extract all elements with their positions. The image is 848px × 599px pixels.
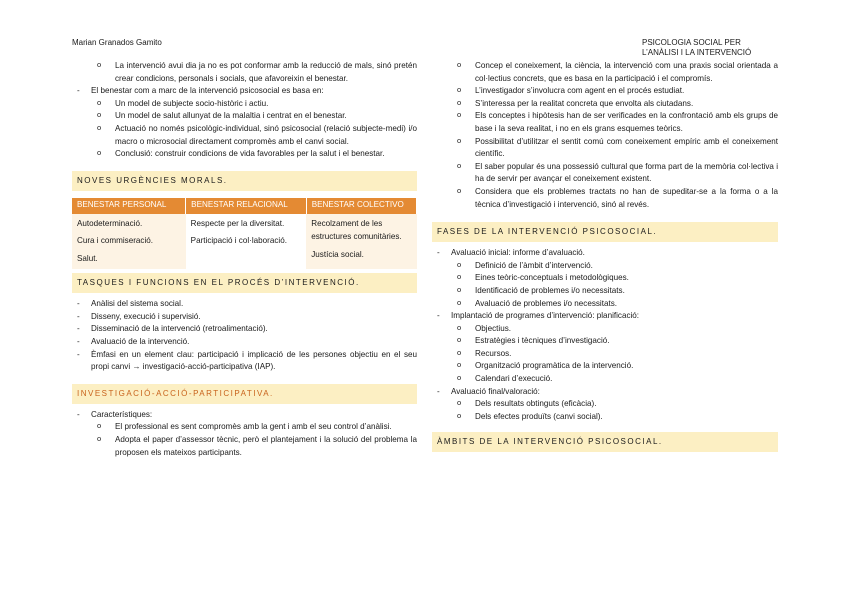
list-item: o Concep el coneixement, la ciència, la intervenció com una praxis social orientada a col·lectius concrets, que es basa en la participació i el compromís. [432, 60, 778, 85]
list-item: o Definició de l’àmbit d’intervenció. [432, 260, 778, 273]
list-item: o Un model de salut allunyat de la malaltia i centrat en el benestar. [72, 110, 417, 123]
list-item: o El professional es sent compromès amb la gent i amb el seu control d’anàlisi. [72, 421, 417, 434]
table-header: BENESTAR COLECTIVO [306, 198, 416, 214]
section-heading-fases: FASES DE LA INTERVENCIÓ PSICOSOCIAL. [432, 222, 778, 242]
list-item: o La intervenció avui dia ja no es pot conformar amb la reducció de mals, sinó pretén crear condicions, personals i socials, que afavoreixin el benestar. [72, 60, 417, 85]
list-item: - El benestar com a marc de la intervenció psicosocial es basa en: [72, 85, 417, 98]
cell-text: Respecte per la diversitat. [190, 218, 285, 228]
list-item: - Avaluació de la intervenció. [72, 336, 417, 349]
list-item: - Avaluació final/valoració: [432, 386, 778, 399]
list-item: o Dels resultats obtinguts (eficàcia). [432, 398, 778, 411]
cell-text: Cura i commiseració. [77, 236, 154, 246]
table-header: BENESTAR RELACIONAL [186, 198, 307, 214]
list-item: o Estratègies i tècniques d’investigació. [432, 335, 778, 348]
table-cell [72, 214, 186, 270]
list-item: o Possibilitat d’utilitzar el sentit comú com coneixement empíric amb el coneixement científic. [432, 136, 778, 161]
list-item: o Objectius. [432, 323, 778, 336]
right-column [432, 60, 778, 452]
list-item: - Disseminació de la intervenció (retroalimentació). [72, 323, 417, 336]
list-item: o S’interessa per la realitat concreta que envolta als ciutadans. [432, 98, 778, 111]
course-title-line2: L’ANÀLISI I LA INTERVENCIÓ [642, 48, 752, 57]
list-item: o Eines teòric-conceptuals i metodològiques. [432, 272, 778, 285]
list-item: o Calendari d’execució. [432, 373, 778, 386]
list-item: o El saber popular és una possessió cultural que forma part de la memòria col·lectiva i ha de servir per avançar el coneixement existent. [432, 161, 778, 186]
section-heading-noves-urgencies: NOVES URGÈNCIES MORALS. [72, 171, 417, 191]
course-title-line1: PSICOLOGIA SOCIAL PER [642, 38, 741, 47]
section-heading-tasques: TASQUES I FUNCIONS EN EL PROCÉS D’INTERVENCIÓ. [72, 273, 417, 293]
list-item: o Organització programàtica de la intervenció. [432, 360, 778, 373]
cell-text: Salut. [77, 253, 98, 263]
cell-text: Autodeterminació. [77, 218, 143, 228]
course-title [642, 38, 751, 58]
table-cell [306, 214, 416, 270]
list-item: - Èmfasi en un element clau: participació i implicació de les persones objectiu en el seu propi canvi → investigació-acció-participativa (IAP). [72, 349, 417, 374]
list-item: o Identificació de problemes i/o necessitats. [432, 285, 778, 298]
cell-text: Participació i col·laboració. [190, 236, 287, 246]
list-item: - Disseny, execució i supervisió. [72, 311, 417, 324]
section-heading-ambits: ÀMBITS DE LA INTERVENCIÓ PSICOSOCIAL. [432, 432, 778, 452]
table-cell [186, 214, 307, 270]
list-item: - Implantació de programes d’intervenció: planificació: [432, 310, 778, 323]
list-item: o L’investigador s’involucra com agent en el procés estudiat. [432, 85, 778, 98]
list-item: o Conclusió: construir condicions de vida favorables per la salut i el benestar. [72, 148, 417, 161]
list-item: - Anàlisi del sistema social. [72, 298, 417, 311]
list-item: o Considera que els problemes tractats no han de supeditar-se a la forma o a la tècnica d’investigació i intervenció, sinó al revés. [432, 186, 778, 211]
list-item: - Característiques: [72, 409, 417, 422]
list-item: o Adopta el paper d’assessor tècnic, però el plantejament i la solució del problema la proposen els mateixos participants. [72, 434, 417, 459]
author-name: Marian Granados Gamito [72, 38, 162, 47]
list-item: o Recursos. [432, 348, 778, 361]
list-item: o Actuació no només psicològic-individual, sinó psicosocial (relació subjecte-medi) i/o macro o microsocial directament compromès amb el canvi social. [72, 123, 417, 148]
list-item: o Els conceptes i hipòtesis han de ser verificades en la confrontació amb els grups de base i la seva realitat, i no en els grans esquemes teòrics. [432, 110, 778, 135]
cell-text: Recolzament de les estructures comunitàries. [311, 218, 402, 242]
table-header: BENESTAR PERSONAL [72, 198, 186, 214]
list-item: o Dels efectes produïts (canvi social). [432, 411, 778, 424]
list-item: o Un model de subjecte socio-històric i actiu. [72, 98, 417, 111]
list-item: - Avaluació inicial: informe d’avaluació. [432, 247, 778, 260]
left-column [72, 60, 417, 459]
cell-text: Justícia social. [311, 249, 364, 259]
list-item: o Avaluació de problemes i/o necessitats. [432, 298, 778, 311]
benestar-table [72, 198, 417, 270]
section-heading-iap: INVESTIGACIÓ-ACCIÓ-PARTICIPATIVA. [72, 384, 417, 404]
